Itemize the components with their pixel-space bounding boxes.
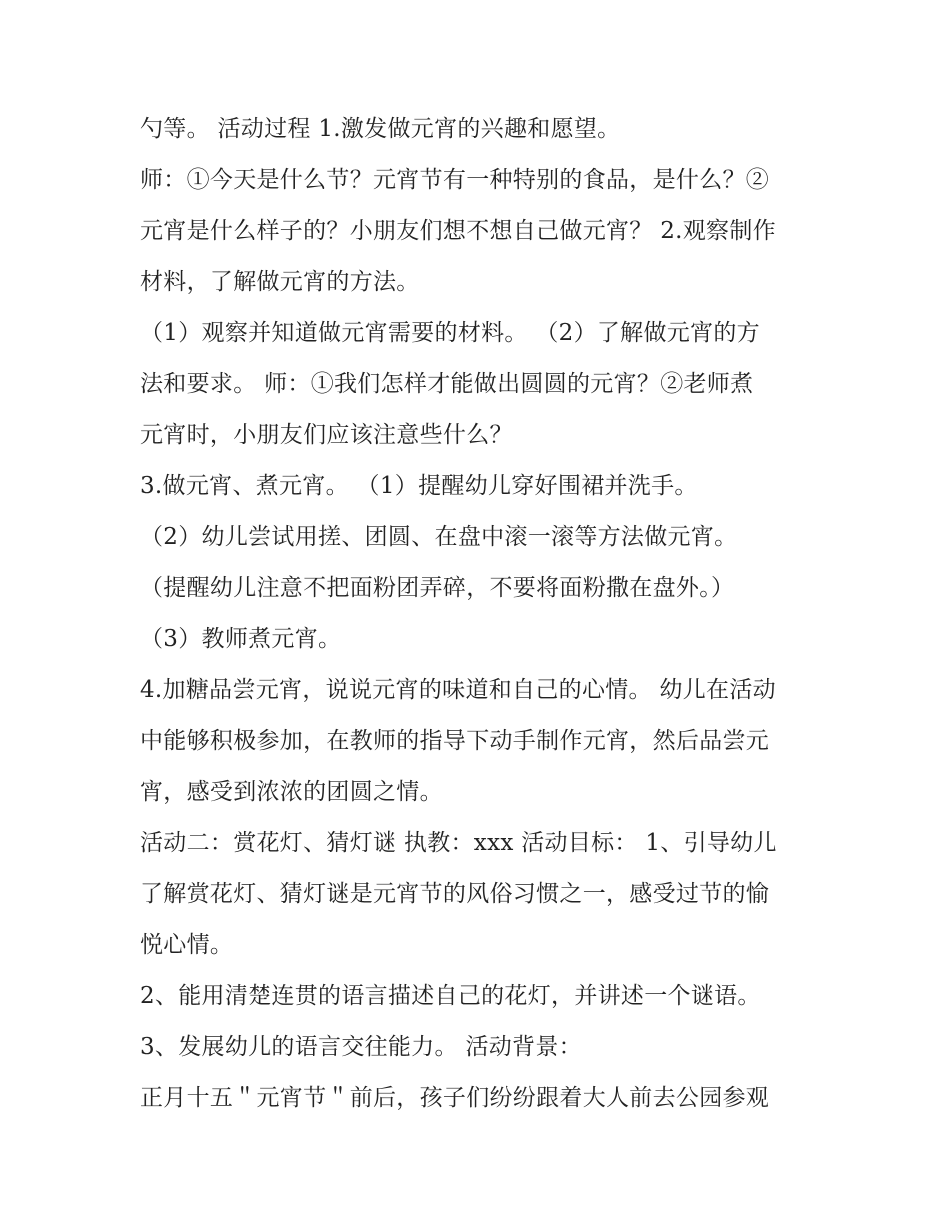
text-line: 师：①今天是什么节？元宵节有一种特别的食品，是什么？② [140,167,770,193]
text-line: 宵，感受到浓浓的团圆之情。 [140,779,443,805]
text-line: 3.做元宵、煮元宵。 （1）提醒幼儿穿好围裙并洗手。 [140,473,698,499]
text-line: （2）幼儿尝试用搓、团圆、在盘中滚一滚等方法做元宵。 [140,524,738,550]
text-line: 中能够积极参加，在教师的指导下动手制作元宵，然后品尝元 [140,728,770,754]
text-line: 活动二：赏花灯、猜灯谜 执教：xxx 活动目标： 1、引导幼儿 [140,830,777,856]
document-body [140,104,820,1124]
text-line: （1）观察并知道做元宵需要的材料。 （2）了解做元宵的方 [140,320,760,346]
text-line: 元宵时，小朋友们应该注意些什么？ [140,422,513,448]
text-line: 2、能用清楚连贯的语言描述自己的花灯，并讲述一个谜语。 [140,983,761,1009]
text-line: 4.加糖品尝元宵，说说元宵的味道和自己的心情。 幼儿在活动 [140,677,776,703]
text-line: 材料，了解做元宵的方法。 [140,269,420,295]
text-line: 正月十五＂元宵节＂前后，孩子们纷纷跟着大人前去公园参观 [140,1085,770,1111]
text-line: 元宵是什么样子的？小朋友们想不想自己做元宵？ 2.观察制作 [140,218,776,244]
text-line: 法和要求。 师：①我们怎样才能做出圆圆的元宵？②老师煮 [140,371,754,397]
text-line: 了解赏花灯、猜灯谜是元宵节的风俗习惯之一，感受过节的愉 [140,881,770,907]
text-line: 悦心情。 [140,932,234,958]
text-line: （提醒幼儿注意不把面粉团弄碎，不要将面粉撒在盘外。） [140,575,735,601]
text-line: （3）教师煮元宵。 [140,626,342,652]
text-line: 勺等。 活动过程 1.激发做元宵的兴趣和愿望。 [140,116,621,142]
text-line: 3、发展幼儿的语言交往能力。 活动背景： [140,1034,582,1060]
